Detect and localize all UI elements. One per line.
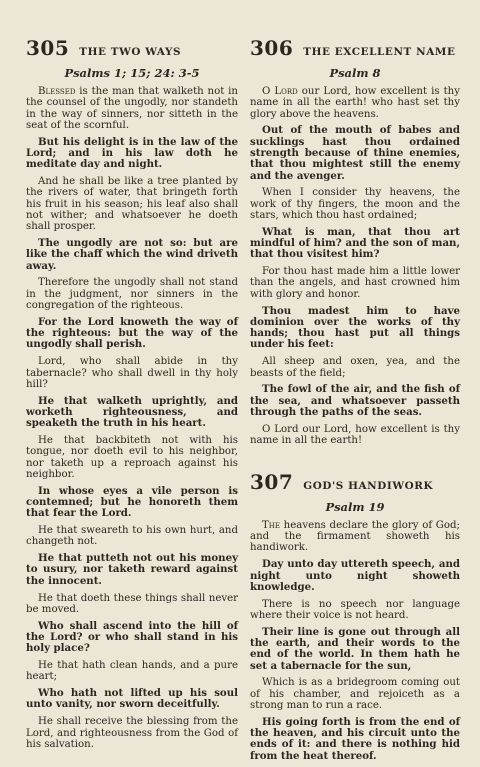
verse [250, 86, 460, 120]
verse-text: There is no speech nor language where their voice is not heard. [250, 598, 460, 621]
section-gap [250, 452, 460, 470]
left-column [26, 36, 238, 756]
verse [250, 520, 460, 554]
verse-text: Who hath not lifted up his soul unto vanity, nor sworn deceitfully. [26, 687, 238, 711]
verse [26, 176, 238, 232]
verse [250, 306, 460, 351]
verse-text: is the man that walketh not in the counsel of the ungodly, nor standeth in the way of sinners, nor sitteth in the seat of the scornful. [26, 86, 238, 131]
verse [250, 559, 460, 593]
verse [26, 356, 238, 390]
verse-text: He that doeth these things shall never be moved. [26, 592, 238, 615]
verse-text: Therefore the ungodly shall not stand in the judgment, nor sinners in the congregation of the righteous. [26, 277, 238, 312]
verse [26, 238, 238, 272]
verse-text: The fowl of the air, and the fish of the sea, and whatsoever passeth through the paths of the seas. [250, 383, 460, 418]
verse-text: heavens declare the glory of God; and the firmament showeth his handiwork. [250, 519, 460, 554]
verse-text: He that hath clean hands, and a pure heart; [26, 660, 238, 683]
verse [26, 277, 238, 311]
right-column [250, 36, 460, 767]
verse [26, 86, 238, 131]
verse-text: He that walketh uprightly, and worketh righteousness, and speaketh the truth in his heart. [26, 394, 238, 430]
verse-text: He that sweareth to his own hurt, and changeth not. [26, 525, 238, 548]
verse [26, 716, 238, 750]
verse [26, 621, 238, 655]
verse-text: His going forth is from the end of the heaven, and his circuit unto the ends of it: and there is nothing hid from the heat thereof. [250, 715, 460, 762]
reading-header-307 [250, 470, 460, 496]
verse [250, 599, 460, 622]
reading-title: THE EXCELLENT NAME [303, 46, 456, 58]
reading-title: GOD'S HANDIWORK [303, 479, 434, 492]
reading-header-306 [250, 36, 460, 62]
verse-text: Their line is gone out through all the earth, and their words to the end of the world. In them hath he set a tabernacle for the sun, [250, 625, 460, 672]
verse-text: He that backbiteth not with his tongue, nor doeth evil to his neighbor, nor taketh up a reproach against his neighbor. [26, 435, 238, 480]
verse [26, 137, 238, 171]
verse-text: Day unto day uttereth speech, and night unto night showeth knowledge. [250, 558, 460, 593]
verse [250, 717, 460, 762]
verse [250, 677, 460, 711]
verse-list [250, 86, 460, 446]
verse-text: Out of the mouth of babes and sucklings hast thou ordained strength because of thine enemies, that thou mightest still the enemy and the avenger. [250, 124, 460, 182]
verse [250, 187, 460, 221]
reading-number: 305 [26, 36, 70, 60]
verse-lead: The [262, 519, 281, 531]
verse-text: In whose eyes a vile person is contemned; but he honoreth them that fear the Lord. [26, 484, 238, 520]
verse [26, 593, 238, 616]
verse-text: When I consider thy heavens, the work of thy fingers, the moon and the stars, which thou hast ordained; [250, 187, 460, 221]
reading-title: THE TWO WAYS [79, 46, 182, 58]
verse [26, 688, 238, 711]
verse-lead: Blessed [38, 86, 76, 97]
verse [250, 227, 460, 261]
verse-text: our Lord, how excellent is thy name in all the earth! who hast set thy glory above the heavens. [250, 86, 460, 120]
verse-text: Thou madest him to have dominion over the works of thy hands; thou hast put all things under his feet: [250, 304, 460, 351]
verse [250, 266, 460, 300]
verse [26, 660, 238, 683]
reading-header-305 [26, 36, 238, 62]
verse-text: Who shall ascend into the hill of the Lord? or who shall stand in his holy place? [26, 619, 238, 655]
psalm-reference: Psalm 19 [325, 499, 385, 514]
verse-text: He shall receive the blessing from the Lord, and righteousness from the God of his salvation. [26, 716, 238, 750]
psalm-reference: Psalms 1; 15; 24: 3-5 [64, 66, 200, 80]
verse-text: And he shall be like a tree planted by the rivers of water, that bringeth forth his fruit in his season; his leaf also shall not wither; and whatsoever he doeth shall prosper. [26, 176, 238, 233]
verse [250, 627, 460, 672]
verse-list [26, 86, 238, 750]
verse [26, 553, 238, 587]
psalm-reference: Psalm 8 [329, 66, 381, 80]
verse [26, 396, 238, 430]
verse-text: What is man, that thou art mindful of him? and the son of man, that thou visitest him? [250, 225, 460, 261]
verse [26, 486, 238, 520]
verse [26, 435, 238, 480]
verse [250, 356, 460, 379]
verse-text: All sheep and oxen, yea, and the beasts of the field; [250, 356, 460, 379]
verse-text: But his delight is in the law of the Lord; and in his law doth he meditate day and night. [26, 135, 238, 171]
verse [26, 317, 238, 351]
verse-text: For thou hast made him a little lower than the angels, and hast crowned him with glory and honor. [250, 266, 460, 300]
verse-text: O Lord our Lord, how excellent is thy name in all the earth! [250, 423, 460, 447]
verse-text: For the Lord knoweth the way of the righteous: but the way of the ungodly shall perish. [26, 315, 238, 351]
reading-number: 307 [250, 469, 294, 494]
verse-list [250, 520, 460, 762]
verse-text: He that putteth not out his money to usury, nor taketh reward against the innocent. [26, 552, 238, 587]
verse [250, 384, 460, 418]
verse-text: Lord, who shall abide in thy tabernacle? who shall dwell in thy holy hill? [26, 356, 238, 390]
verse [250, 125, 460, 181]
reading-number: 306 [250, 36, 294, 60]
verse-lead: O Lord [262, 86, 298, 97]
verse-text: The ungodly are not so: but are like the chaff which the wind driveth away. [26, 237, 238, 272]
verse-text: Which is as a bridegroom coming out of his chamber, and rejoiceth as a strong man to run a race. [250, 677, 460, 711]
verse [26, 525, 238, 548]
verse [250, 424, 460, 447]
